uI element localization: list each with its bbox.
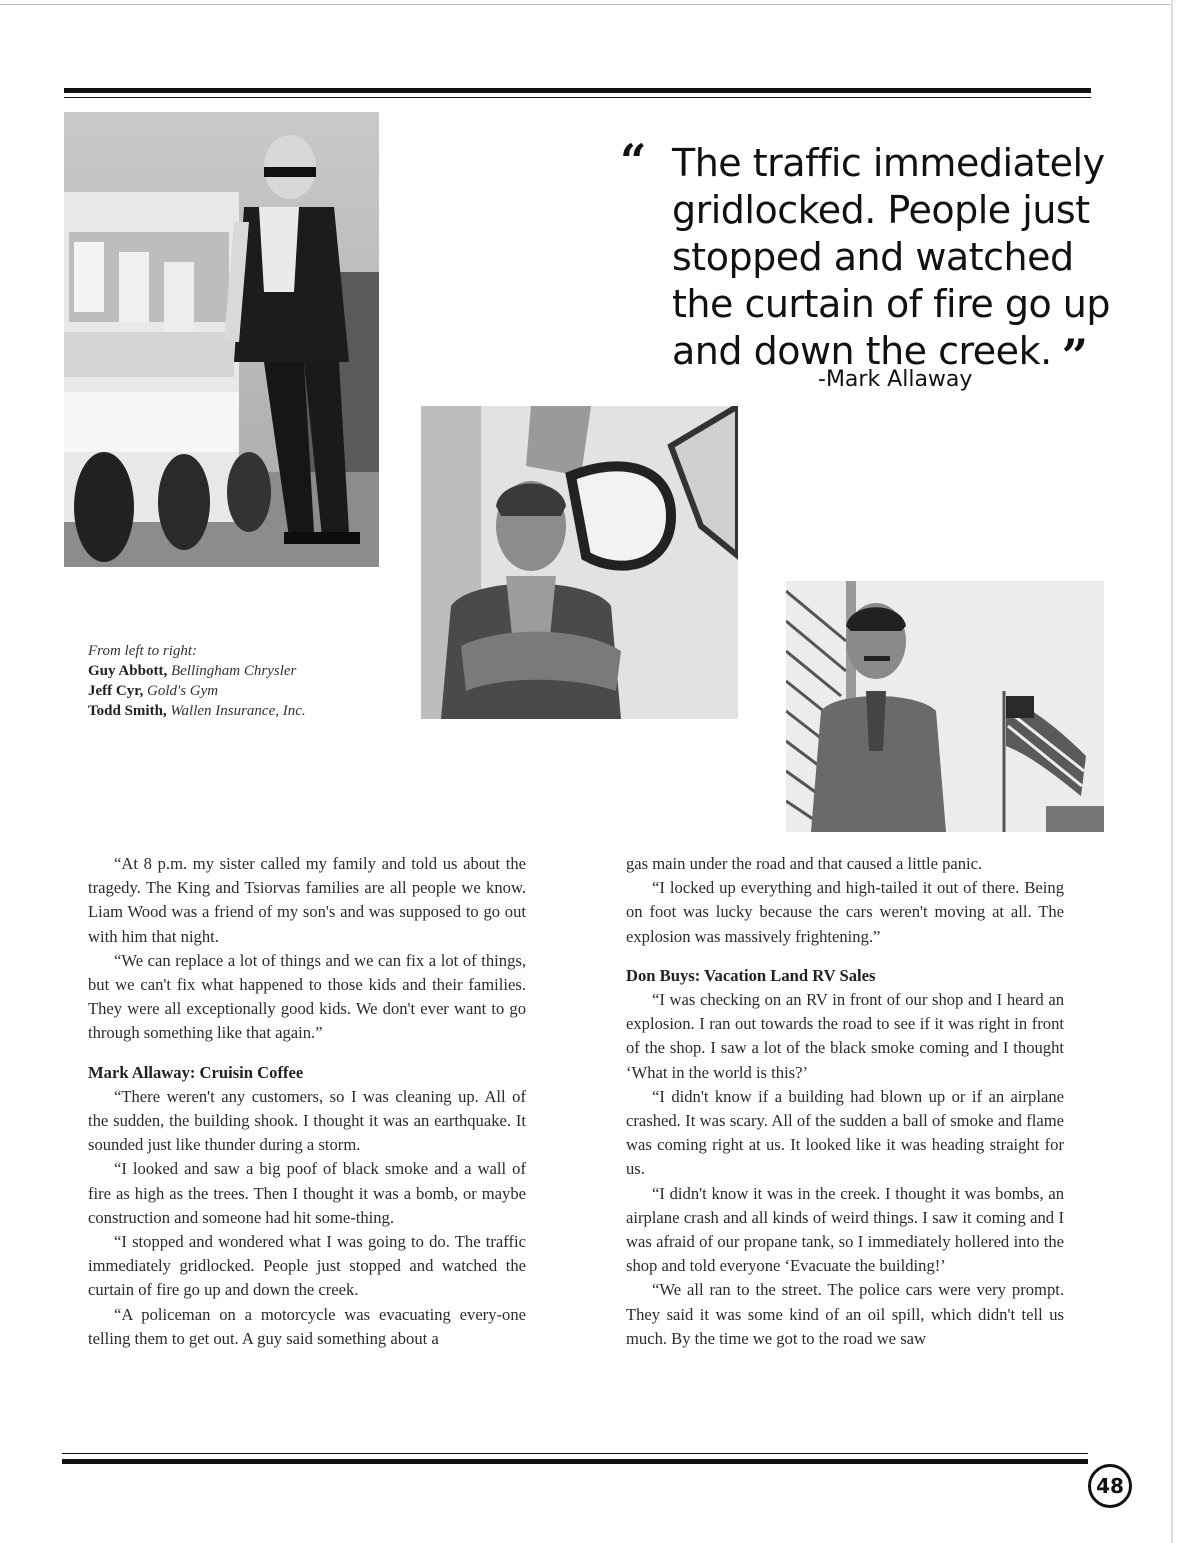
pull-quote-attribution: -Mark Allaway [818, 367, 973, 392]
caption-person [88, 701, 408, 721]
caption-name: Todd Smith, [88, 703, 167, 719]
top-edge-line [0, 4, 1170, 5]
close-quote-mark: ” [1061, 329, 1088, 383]
pull-quote-line: gridlocked. People just [672, 188, 1090, 232]
pull-quote-line: stopped and watched [672, 235, 1074, 279]
caption-business: Bellingham Chrysler [170, 663, 297, 679]
page-number: 48 [1088, 1464, 1132, 1508]
body-paragraph: “I stopped and wondered what I was going to do. The traffic immediately gridlocked. People just stopped and watched the curtain of fire go up and down the creek. [88, 1232, 526, 1300]
caption-person [88, 661, 408, 681]
body-paragraph: “I didn't know it was in the creek. I thought it was bombs, an airplane crash and all kinds of weird things. I saw it coming and I was afraid of our propane tank, so I immediately hollered into the shop and told everyone ‘Evacuate the building!’ [626, 1183, 1064, 1276]
body-paragraph: “I looked and saw a big poof of black smoke and a wall of fire as high as the trees. Then I thought it was a bomb, or maybe construction and someone had hit some-thing. [88, 1159, 526, 1227]
body-column-left [88, 852, 526, 1351]
footer-rule-thick [62, 1459, 1088, 1464]
caption-person [88, 681, 408, 701]
footer-rule-thin [62, 1453, 1088, 1454]
photo-caption [88, 641, 408, 721]
photo-todd-smith [786, 581, 1104, 832]
open-quote-mark: “ [620, 134, 646, 188]
body-column-right [626, 852, 1064, 1351]
header-rule-thick [64, 88, 1091, 93]
caption-lead: From left to right: [88, 643, 198, 659]
pull-quote-line: the curtain of fire go up [672, 282, 1110, 326]
body-paragraph: gas main under the road and that caused a little panic. [626, 854, 983, 873]
caption-name: Guy Abbott, [88, 663, 168, 679]
body-paragraph: “We all ran to the street. The police cars were very prompt. They said it was some kind of an oil spill, which didn't tell us much. By the time we got to the road we saw [626, 1280, 1064, 1348]
page-edge [1171, 0, 1173, 1543]
photo-guy-abbott [64, 112, 379, 567]
caption-name: Jeff Cyr, [88, 683, 144, 699]
pull-quote [620, 134, 1110, 383]
caption-business: Wallen Insurance, Inc. [170, 703, 306, 719]
body-paragraph: “There weren't any customers, so I was cleaning up. All of the sudden, the building shook. I thought it was an earthquake. It sounded just like thunder during a storm. [88, 1086, 526, 1155]
header-rule-thin [64, 97, 1091, 98]
body-paragraph: “I was checking on an RV in front of our shop and I heard an explosion. I ran out towards the road to see if it was right in front of the shop. I saw a lot of the black smoke coming and I thought ‘What in the world is this?’ [626, 990, 1064, 1082]
body-paragraph: “I locked up everything and high-tailed it out of there. Being on foot was lucky because the cars weren't moving at all. The explosion was massively frightening.” [626, 878, 1064, 946]
section-heading: Mark Allaway: Cruisin Coffee [88, 1062, 304, 1082]
body-paragraph: “We can replace a lot of things and we can fix a lot of things, but we can't fix what happened to those kids and their families. They were all exceptionally good kids. We don't ever want to go through something like that again.” [88, 950, 526, 1043]
body-paragraph: “At 8 p.m. my sister called my family and told us about the tragedy. The King and Tsiorvas families are all people we know. Liam Wood was a friend of my son's and was supposed to go out with him that night. [88, 854, 526, 946]
pull-quote-line: The traffic immediately [672, 141, 1105, 185]
caption-business: Gold's Gym [147, 683, 219, 699]
section-heading: Don Buys: Vacation Land RV Sales [626, 965, 876, 985]
body-paragraph: “I didn't know if a building had blown up or if an airplane crashed. It was scary. All of the sudden a ball of smoke and flame was coming right at us. It looked like it was heading straight for us. [626, 1086, 1064, 1179]
body-paragraph: “A policeman on a motorcycle was evacuating every-one telling them to get out. A guy said something about a [88, 1304, 526, 1348]
pull-quote-line: and down the creek. [672, 329, 1052, 373]
photo-jeff-cyr [421, 406, 738, 719]
